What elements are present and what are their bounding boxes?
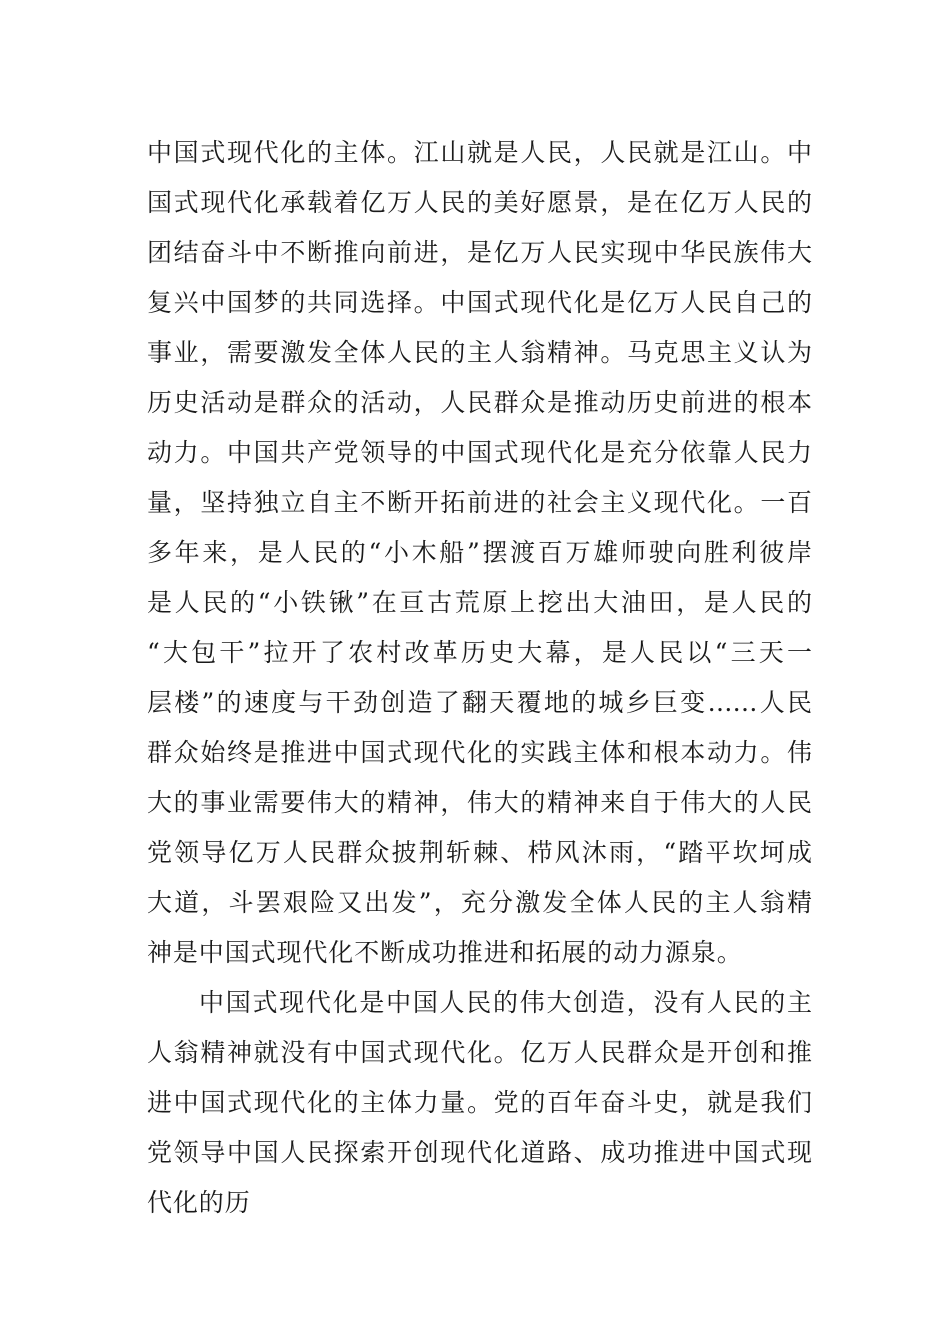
text-line: 层楼”的速度与干劲创造了翻天覆地的城乡巨变……人民 bbox=[147, 688, 812, 717]
text-line: 大道，斗罢艰险又出发”，充分激发全体人民的主人翁精 bbox=[147, 888, 812, 917]
text-line: 代化的历 bbox=[147, 1188, 251, 1217]
text-line: 国式现代化承载着亿万人民的美好愿景，是在亿万人民的 bbox=[147, 188, 812, 217]
text-line: 团结奋斗中不断推向前进，是亿万人民实现中华民族伟大 bbox=[147, 238, 812, 267]
text-line: 事业，需要激发全体人民的主人翁精神。马克思主义认为 bbox=[147, 338, 812, 367]
text-line: 人翁精神就没有中国式现代化。亿万人民群众是开创和推 bbox=[147, 1038, 812, 1067]
text-line: 神是中国式现代化不断成功推进和拓展的动力源泉。 bbox=[147, 938, 743, 967]
text-line: 是人民的“小铁锹”在亘古荒原上挖出大油田，是人民的 bbox=[147, 588, 812, 617]
paragraph-2 bbox=[147, 978, 812, 1228]
text-line: 动力。中国共产党领导的中国式现代化是充分依靠人民力 bbox=[147, 438, 812, 467]
text-line: 历史活动是群众的活动，人民群众是推动历史前进的根本 bbox=[147, 388, 812, 417]
text-line: 群众始终是推进中国式现代化的实践主体和根本动力。伟 bbox=[147, 738, 812, 767]
text-line: 党领导亿万人民群众披荆斩棘、栉风沐雨，“踏平坎坷成 bbox=[147, 838, 812, 867]
text-line: 量，坚持独立自主不断开拓前进的社会主义现代化。一百 bbox=[147, 488, 812, 517]
text-line: 中国式现代化的主体。江山就是人民，人民就是江山。中 bbox=[147, 138, 812, 167]
paragraph-1 bbox=[147, 128, 812, 978]
text-line: 中国式现代化是中国人民的伟大创造，没有人民的主 bbox=[199, 988, 812, 1017]
text-line: 复兴中国梦的共同选择。中国式现代化是亿万人民自己的 bbox=[147, 288, 812, 317]
text-line: “大包干”拉开了农村改革历史大幕，是人民以“三天一 bbox=[147, 638, 812, 667]
text-line: 进中国式现代化的主体力量。党的百年奋斗史，就是我们 bbox=[147, 1088, 812, 1117]
text-line: 多年来，是人民的“小木船”摆渡百万雄师驶向胜利彼岸 bbox=[147, 538, 812, 567]
text-line: 党领导中国人民探索开创现代化道路、成功推进中国式现 bbox=[147, 1138, 812, 1167]
text-line: 大的事业需要伟大的精神，伟大的精神来自于伟大的人民 bbox=[147, 788, 812, 817]
body-text bbox=[147, 128, 812, 1228]
